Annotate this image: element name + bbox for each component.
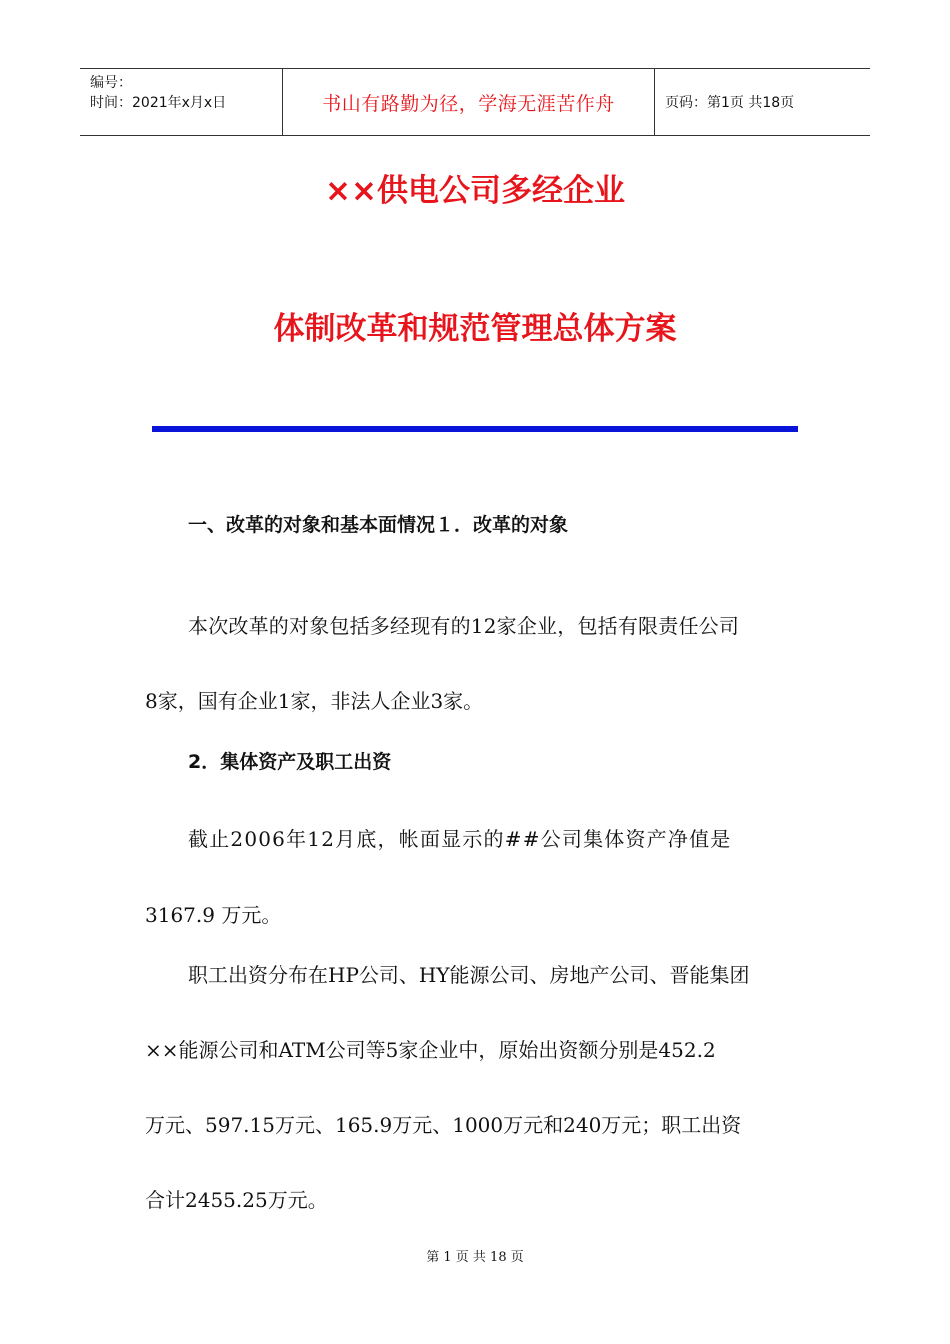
paragraph3-line2: ××能源公司和ATM公司等5家企业中，原始出资额分别是452.2 bbox=[145, 1038, 716, 1062]
document-title-line2: 体制改革和规范管理总体方案 bbox=[273, 311, 677, 347]
section2-heading: 2．集体资产及职工出资 bbox=[188, 751, 392, 773]
paragraph2-line1: 截止2006年12月底，帐面显示的##公司集体资产净值是 bbox=[188, 827, 732, 851]
paragraph3-line1: 职工出资分布在HP公司、HY能源公司、房地产公司、晋能集团 bbox=[188, 963, 750, 987]
document-date-label: 时间：2021年x月x日 bbox=[90, 95, 227, 111]
title-divider bbox=[152, 426, 798, 432]
header-page-info: 页码：第1页 共18页 bbox=[665, 95, 795, 111]
document-title-line1: ××供电公司多经企业 bbox=[325, 173, 625, 209]
paragraph3-line4: 合计2455.25万元。 bbox=[145, 1188, 328, 1212]
document-header bbox=[80, 68, 870, 136]
header-motto: 书山有路勤为径，学海无涯苦作舟 bbox=[282, 69, 655, 135]
page-footer: 第 1 页 共 18 页 bbox=[426, 1250, 524, 1265]
paragraph3-line3: 万元、597.15万元、165.9万元、1000万元和240万元；职工出资 bbox=[145, 1113, 742, 1137]
section1-heading: 一、改革的对象和基本面情况１．改革的对象 bbox=[188, 514, 569, 536]
paragraph1-line2: 8家，国有企业1家，非法人企业3家。 bbox=[145, 689, 484, 713]
paragraph1-line1: 本次改革的对象包括多经现有的12家企业，包括有限责任公司 bbox=[188, 614, 740, 638]
paragraph2-line2: 3167.9 万元。 bbox=[145, 903, 282, 927]
document-number-label: 编号： bbox=[90, 75, 132, 91]
header-meta bbox=[80, 69, 282, 135]
